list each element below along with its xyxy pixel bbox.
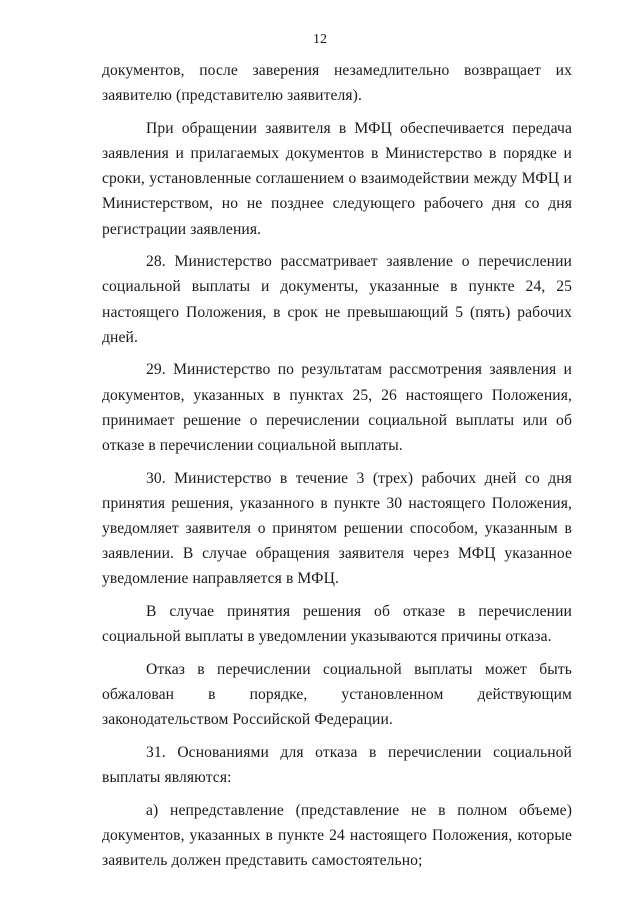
document-body [102,58,572,881]
paragraph-continuation: документов, после заверения незамедлительно возвращает их заявителю (представителю заявителя). [102,62,572,105]
paragraph-item-31: 31. Основаниями для отказа в перечислении социальной выплаты являются: [102,743,572,787]
paragraph-item-31-a: а) непредставление (представление не в полном объеме) документов, указанных в пункте 24 настоящего Положения, которые заявитель должен представить самостоятельно; [102,801,572,870]
paragraph-item-29: 29. Министерство по результатам рассмотрения заявления и документов, указанных в пунктах 25, 26 настоящего Положения, принимает решение о перечислении социальной выплаты или об отказе в перечислении социальной выплаты. [102,361,572,455]
paragraph-appeal: Отказ в перечислении социальной выплаты может быть обжалован в порядке, установленном действующим законодательством Российской Федерации. [102,660,572,729]
paragraph-refusal-reasons: В случае принятия решения об отказе в перечислении социальной выплаты в уведомлении указываются причины отказа. [102,603,572,646]
paragraph-item-30: 30. Министерство в течение 3 (трех) рабочих дней со дня принятия решения, указанного в пункте 30 настоящего Положения, уведомляет заявителя о принятом решении способом, указанным в заявлении. В случае обращения заявителя через МФЦ указанное уведомление направляется в МФЦ. [102,469,572,588]
paragraph-mfc-transfer: При обращении заявителя в МФЦ обеспечивается передача заявления и прилагаемых документов в Министерство в порядке и сроки, установленные соглашением о взаимодействии между МФЦ и Министерством, но не позднее следующего рабочего дня со дня регистрации заявления. [102,119,572,238]
paragraph-item-28: 28. Министерство рассматривает заявление о перечислении социальной выплаты и документы, указанные в пункте 24, 25 настоящего Положения, в срок не превышающий 5 (пять) рабочих дней. [102,253,572,346]
page-number: 12 [313,32,327,47]
